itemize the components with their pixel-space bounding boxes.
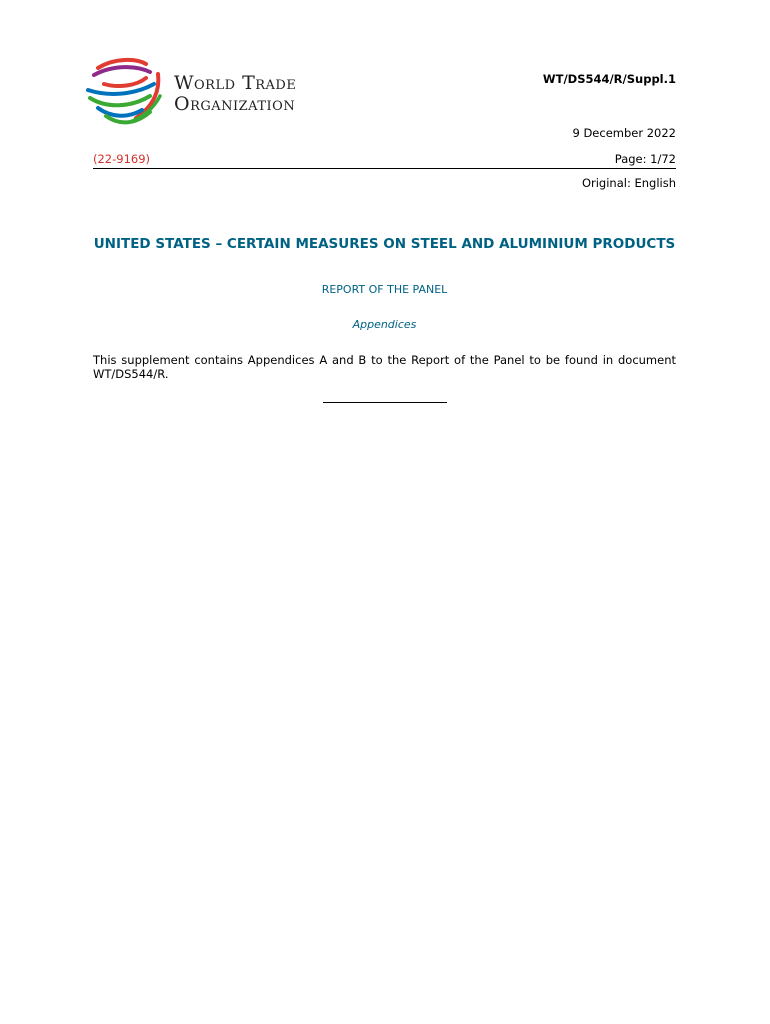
page-number: Page: 1/72 xyxy=(614,152,676,166)
appendices-heading: Appendices xyxy=(352,318,417,331)
org-name-line2: Organization xyxy=(174,93,296,115)
org-name-line1: World Trade xyxy=(174,72,297,94)
document-subtitle: REPORT OF THE PANEL xyxy=(321,283,448,296)
end-divider xyxy=(323,402,447,403)
document-number: (22-9169) xyxy=(93,152,151,166)
body-paragraph: This supplement contains Appendices A and B to the Report of the Panel to be found in document WT/DS544/R. xyxy=(93,353,676,381)
org-name xyxy=(174,73,296,115)
document-date: 9 December 2022 xyxy=(572,126,676,140)
wto-globe-logo-icon xyxy=(84,56,164,130)
original-language: Original: English xyxy=(581,176,676,190)
wto-logo xyxy=(84,56,344,130)
document-symbol: WT/DS544/R/Suppl.1 xyxy=(542,72,676,86)
document-title: UNITED STATES – CERTAIN MEASURES ON STEEL AND ALUMINIUM PRODUCTS xyxy=(93,236,676,252)
header-divider xyxy=(93,168,676,169)
